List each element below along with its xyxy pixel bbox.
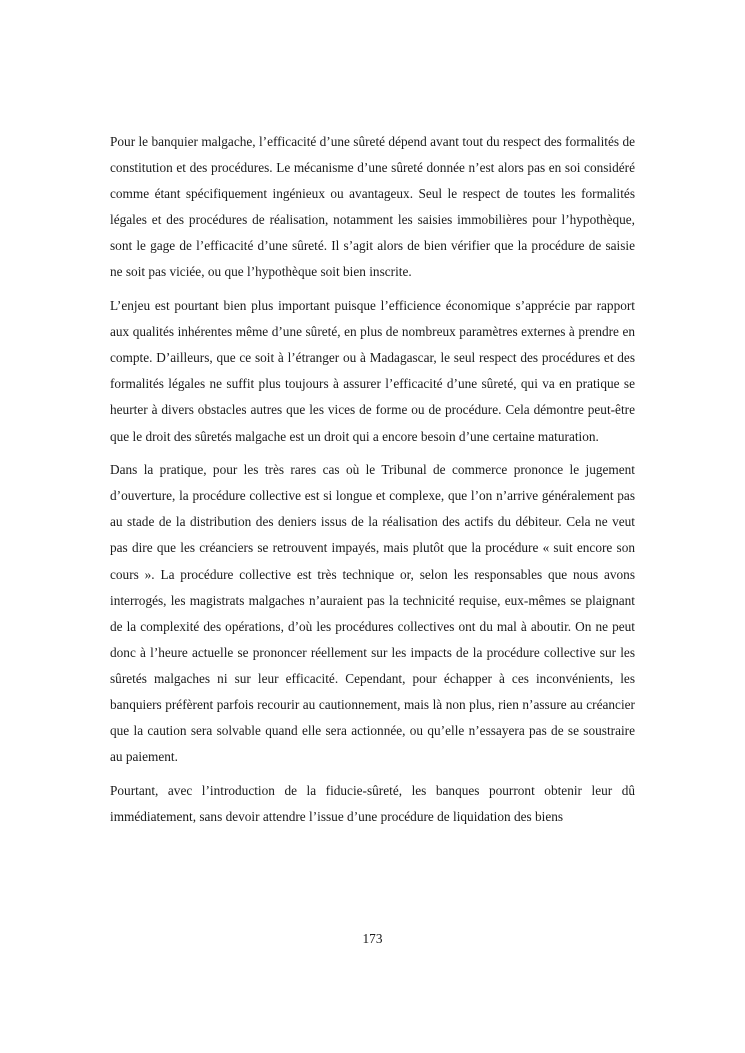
page-number: 173 xyxy=(362,931,383,946)
paragraph-4: Pourtant, avec l’introduction de la fiducie-sûreté, les banques pourront obtenir leur dû immédiatement, sans devoir attendre l’issue d’une procédure de liquidation des biens xyxy=(110,782,635,824)
body-text xyxy=(110,129,635,837)
paragraph-3: Dans la pratique, pour les très rares cas où le Tribunal de commerce prononce le jugement d’ouverture, la procédure collective est si longue et complexe, que l’on n’arrive généralement pas au stade de la distribution des deniers issus de la réalisation des actifs du débiteur. Cela ne veut pas dire que les créanciers se retrouvent impayés, mais plutôt que la procédure « suit encore son cours ». La procédure collective est très technique or, selon les responsables que nous avons interrogés, les magistrats malgaches n’auraient pas la technicité requise, eux-mêmes se plaignant de la complexité des opérations, d’où les procédures collectives ont du mal à aboutir. On ne peut donc à l’heure actuelle se prononcer réellement sur les impacts de la procédure collective sur les sûretés malgaches ni sur leur efficacité. Cependant, pour échapper à ces inconvénients, les banquiers préfèrent parfois recourir au cautionnement, mais là non plus, rien n’assure au créancier que la caution sera solvable quand elle sera actionnée, ou qu’elle n’essayera pas de se soustraire au paiement. xyxy=(110,462,635,765)
paragraph-1: Pour le banquier malgache, l’efficacité d’une sûreté dépend avant tout du respect des formalités de constitution et des procédures. Le mécanisme d’une sûreté donnée n’est alors pas en soi considéré comme étant spécifiquement ingénieux ou avantageux. Seul le respect de toutes les formalités légales et des procédures de réalisation, notamment les saisies immobilières pour l’hypothèque, sont le gage de l’efficacité d’une sûreté. Il s’agit alors de bien vérifier que la procédure de saisie ne soit pas viciée, ou que l’hypothèque soit bien inscrite. xyxy=(110,134,635,280)
paragraph-2: L’enjeu est pourtant bien plus important puisque l’efficience économique s’apprécie par rapport aux qualités inhérentes même d’une sûreté, en plus de nombreux paramètres externes à prendre en compte. D’ailleurs, que ce soit à l’étranger ou à Madagascar, le seul respect des procédures et des formalités légales ne suffit plus toujours à assurer l’efficacité d’une sûreté, qui va en pratique se heurter à divers obstacles autres que les vices de forme ou de procédure. Cela démontre peut-être que le droit des sûretés malgache est un droit qui a encore besoin d’une certaine maturation. xyxy=(110,298,635,444)
